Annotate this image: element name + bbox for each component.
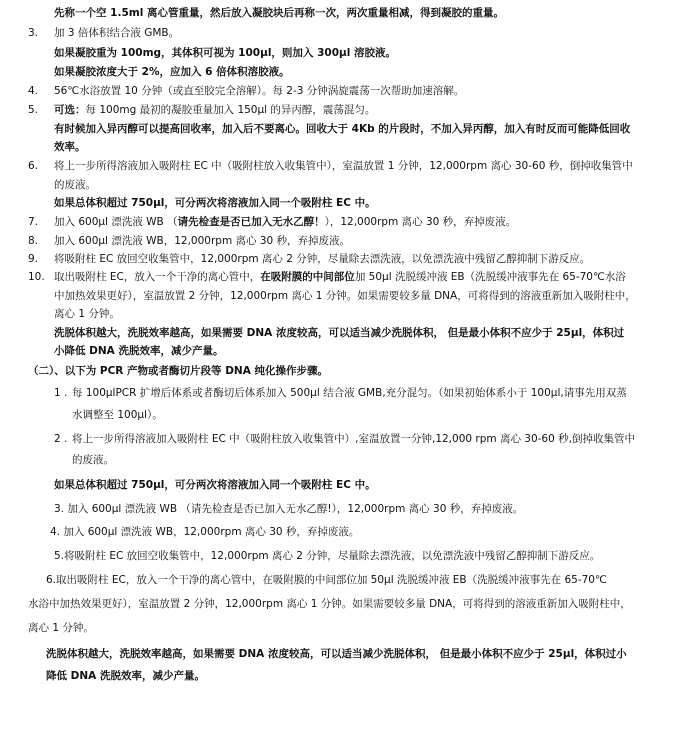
note-gel-volume: 如果凝胶重为 100mg，其体积可视为 100μl，则加入 300μl 溶胶液。: [54, 47, 396, 59]
step-number: 5.: [28, 104, 39, 116]
pcr-step-1-text: 每 100μlPCR 扩增后体系或者酶切后体系加入 500μl 结合液 GMB,充分混匀。（如果初始体系小于 100μl,请事先用双蒸: [72, 387, 627, 399]
weigh-note: 先称一个空 1.5ml 离心管重量，然后放入凝胶块后再称一次，两次重量相减，得到凝胶的重量。: [54, 7, 504, 19]
note-isopropanol: 有时候加入异丙醇可以提高回收率，加入后不要离心。回收大于 4Kb 的片段时，不加入异丙醇，加入有时反而可能降低回收: [54, 123, 631, 135]
pcr-note-elution: 洗脱体积越大，洗脱效率越高，如果需要 DNA 浓度较高，可以适当减少洗脱体积， 但是最小体积不应少于 25μl，体积过小: [46, 648, 627, 660]
note-isopropanol-cont: 效率。: [54, 141, 86, 153]
pcr-note-total-volume: 如果总体积超过 750μl，可分两次将溶液加入同一个吸附柱 EC 中。: [54, 479, 376, 491]
step-number: 3.: [28, 27, 39, 39]
step-4-text: 56℃水浴放置 10 分钟（或直至胶完全溶解）。每 2-3 分钟涡旋震荡一次帮助加速溶解。: [54, 85, 465, 97]
note-elution-cont: 小降低 DNA 洗脱效率，减少产量。: [54, 345, 224, 357]
step-number: 6.: [28, 160, 39, 172]
step-10-text-cont: 中加热效果更好），室温放置 2 分钟，12,000rpm 离心 1 分钟。如果需要较多量 DNA，可将得到的溶液重新加入吸附柱中，: [54, 290, 636, 302]
step-10-post: 加 50μl 洗脱缓冲液 EB（洗脱缓冲液事先在 65-70℃水浴: [354, 271, 626, 283]
section-heading: （二）、以下为 PCR 产物或者酶切片段等 DNA 纯化操作步骤。: [28, 365, 328, 377]
note-gel-concentration: 如果凝胶浓度大于 2%，应加入 6 倍体积溶胶液。: [54, 66, 290, 78]
step-number: 1 .: [54, 387, 68, 399]
pcr-step-5-text: 5.将吸附柱 EC 放回空收集管中，12,000rpm 离心 2 分钟，尽量除去漂洗液，以免漂洗液中残留乙醇抑制下游反应。: [54, 550, 601, 562]
pcr-step-4-text: 4. 加入 600μl 漂洗液 WB，12,000rpm 离心 30 秒，弃掉废液。: [50, 526, 360, 538]
step-9-text: 将吸附柱 EC 放回空收集管中，12,000rpm 离心 2 分钟，尽量除去漂洗液，以免漂洗液中残留乙醇抑制下游反应。: [54, 253, 591, 265]
step-10-pre: 取出吸附柱 EC，放入一个干净的离心管中，: [54, 271, 261, 283]
ethanol-warning: 请先检查是否已加入无水乙醇！: [177, 216, 325, 228]
pcr-step-6-text-cont: 水浴中加热效果更好），室温放置 2 分钟，12,000rpm 离心 1 分钟。如果需要较多量 DNA，可将得到的溶液重新加入吸附柱中，: [28, 598, 631, 610]
step-3-text: 加 3 倍体积结合液 GMB。: [54, 27, 180, 39]
step-6-text: 将上一步所得溶液加入吸附柱 EC 中（吸附柱放入收集管中），室温放置 1 分钟，12,000rpm 离心 30-60 秒，倒掉收集管中: [54, 160, 633, 172]
optional-label: 可选：: [54, 104, 86, 116]
membrane-center: 在吸附膜的中间部位: [260, 271, 355, 283]
step-5-text: [54, 101, 375, 119]
step-8-text: 加入 600μl 漂洗液 WB，12,000rpm 离心 30 秒，弃掉废液。: [54, 235, 351, 247]
pcr-note-elution-cont: 降低 DNA 洗脱效率，减少产量。: [46, 670, 205, 682]
pcr-step-6-text: 6.取出吸附柱 EC，放入一个干净的离心管中，在吸附膜的中间部位加 50μl 洗脱缓冲液 EB（洗脱缓冲液事先在 65-70℃: [46, 574, 607, 586]
note-elution: 洗脱体积越大，洗脱效率越高，如果需要 DNA 浓度较高，可以适当减少洗脱体积， 但是最小体积不应少于 25μl，体积过: [54, 327, 625, 339]
step-number: 7.: [28, 216, 39, 228]
step-10-text-end: 离心 1 分钟。: [54, 308, 120, 320]
pcr-step-2-text-cont: 的废液。: [72, 454, 114, 466]
step-number: 9.: [28, 253, 39, 265]
pcr-step-1-text-cont: 水调整至 100μl）。: [72, 409, 163, 421]
step-7-text: [54, 213, 516, 231]
step-number: 2 .: [54, 433, 68, 445]
step-6-text-cont: 的废液。: [54, 179, 96, 191]
step-10-text: [54, 268, 626, 286]
pcr-step-6-text-end: 离心 1 分钟。: [28, 622, 94, 634]
step-number: 10.: [28, 271, 45, 283]
step-number: 4.: [28, 85, 39, 97]
note-total-volume: 如果总体积超过 750μl，可分两次将溶液加入同一个吸附柱 EC 中。: [54, 197, 376, 209]
step-7-pre: 加入 600μl 漂洗液 WB （: [54, 216, 178, 228]
step-7-post: ），12,000rpm 离心 30 秒，弃掉废液。: [324, 216, 517, 228]
step-number: 8.: [28, 235, 39, 247]
pcr-step-2-text: 将上一步所得溶液加入吸附柱 EC 中（吸附柱放入收集管中）,室温放置一分钟,12,000 rpm 离心 30-60 秒,倒掉收集管中: [72, 433, 635, 445]
step-5-body: 每 100mg 最初的凝胶重量加入 150μl 的异丙醇，震荡混匀。: [85, 104, 376, 116]
pcr-step-3-text: 3. 加入 600μl 漂洗液 WB （请先检查是否已加入无水乙醇!），12,000rpm 离心 30 秒，弃掉废液。: [54, 503, 524, 515]
